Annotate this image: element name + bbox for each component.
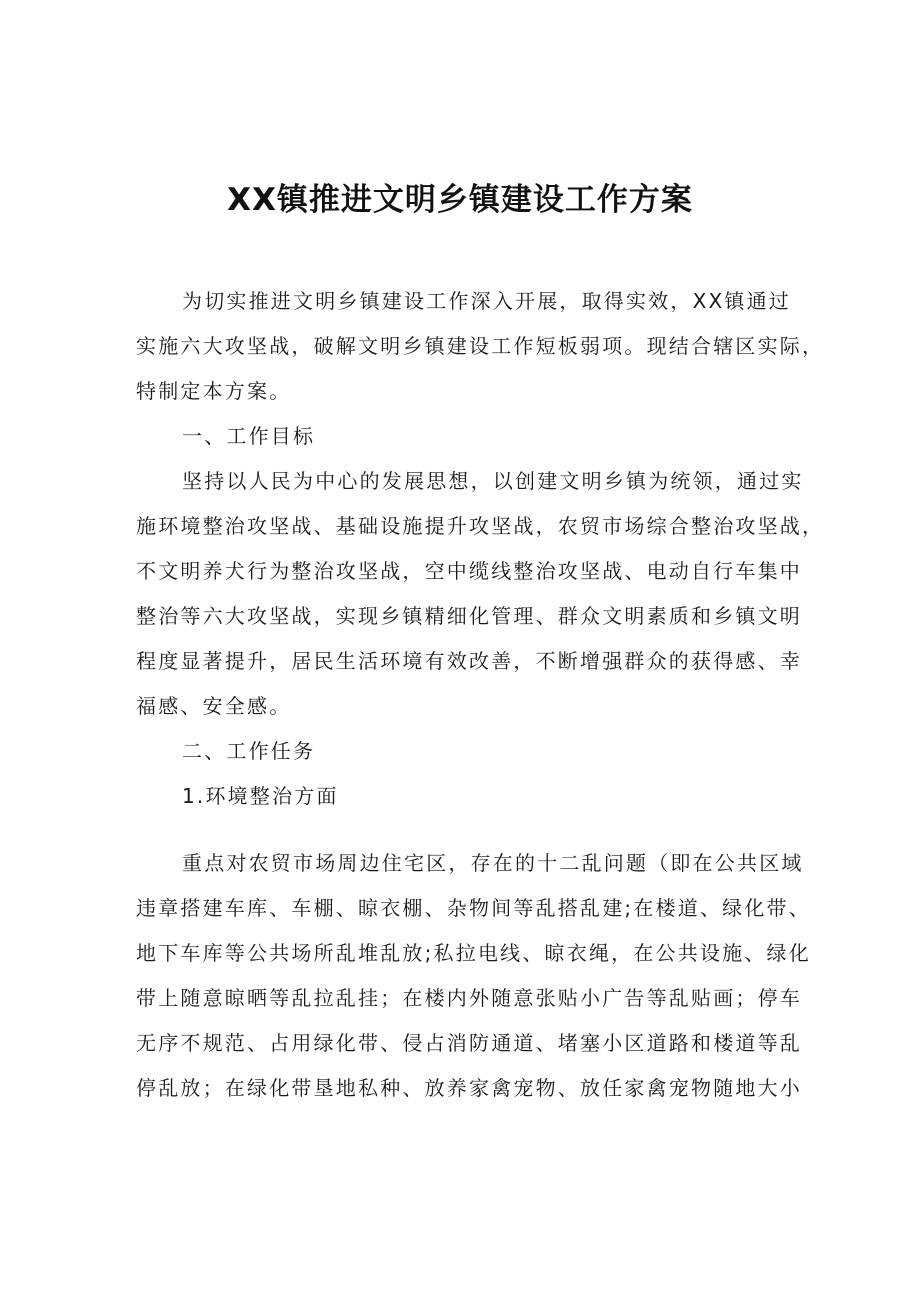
paragraph-line: 福感、安全感。 <box>136 694 292 718</box>
paragraph-line: 无序不规范、占用绿化带、侵占消防通道、堵塞小区道路和楼道等乱 <box>136 1031 802 1055</box>
paragraph-line: 地下车库等公共场所乱堆乱放;私拉电线、晾衣绳，在公共设施、绿化 <box>136 941 811 965</box>
paragraph-line: 停乱放；在绿化带垦地私种、放养家禽宠物、放任家禽宠物随地大小 <box>136 1076 802 1100</box>
paragraph-line: 违章搭建车库、车棚、晾衣棚、杂物间等乱搭乱建;在楼道、绿化带、 <box>136 896 811 920</box>
subsection-heading-environment: 1.环境整治方面 <box>182 784 339 808</box>
paragraph-gap <box>136 819 798 841</box>
paragraph-line: 实施六大攻坚战，破解文明乡镇建设工作短板弱项。现结合辖区实际， <box>136 334 825 358</box>
paragraph-line: 带上随意晾晒等乱拉乱挂；在楼内外随意张贴小广告等乱贴画；停车 <box>136 986 802 1010</box>
document-body <box>136 279 825 1111</box>
paragraph-line: 施环境整治攻坚战、基础设施提升攻坚战，农贸市场综合整治攻坚战， <box>136 514 825 538</box>
paragraph-line: 重点对农贸市场周边住宅区，存在的十二乱问题（即在公共区域 <box>182 851 804 875</box>
paragraph-line: 坚持以人民为中心的发展思想，以创建文明乡镇为统领，通过实 <box>182 469 804 493</box>
document-title: XX镇推进文明乡镇建设工作方案 <box>227 182 693 218</box>
paragraph-line: 程度显著提升，居民生活环境有效改善，不断增强群众的获得感、幸 <box>136 649 802 673</box>
section-heading-tasks: 二、工作任务 <box>182 739 316 763</box>
paragraph-line: 为切实推进文明乡镇建设工作深入开展，取得实效，XX镇通过 <box>182 289 792 313</box>
paragraph-line: 整治等六大攻坚战，实现乡镇精细化管理、群众文明素质和乡镇文明 <box>136 604 802 628</box>
paragraph-line: 不文明养犬行为整治攻坚战，空中缆线整治攻坚战、电动自行车集中 <box>136 559 802 583</box>
paragraph-line: 特制定本方案。 <box>136 379 292 403</box>
section-heading-goals: 一、工作目标 <box>182 424 316 448</box>
